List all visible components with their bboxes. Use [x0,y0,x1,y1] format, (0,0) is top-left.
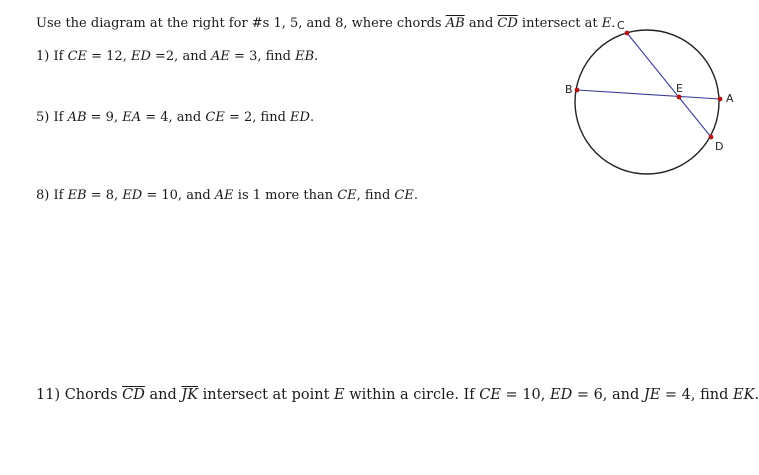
chord-ab [577,90,720,99]
chord-cd-label: $\overline{CD}$ [497,16,518,31]
problem-1: 1) If CE = 12, ED =2, and AE = 3, find EB. [36,49,319,64]
circle [575,30,719,174]
circle-chords-diagram [560,14,750,184]
point-e [677,95,682,100]
point-c [625,31,630,36]
chord-ab-label: $\overline{AB}$ [445,16,465,31]
chord-jk-label: $\overline{JK}$ [181,387,199,403]
label-d: D [715,140,724,153]
point-b [575,88,580,93]
chord-cd-label: $\overline{CD}$ [122,387,145,403]
problem-11: 11) Chords $\overline{CD}$ and $\overline{JK}$ intersect at point E within a circle. If CE = 10, ED = 6, and JE = 4, find EK. [36,387,759,403]
label-b: B [565,83,573,96]
problem-8: 8) If EB = 8, ED = 10, and AE is 1 more than CE, find CE. [36,188,418,203]
point-a [718,97,723,102]
label-c: C [617,19,625,32]
chord-cd [627,33,711,137]
label-a: A [726,92,734,105]
instructions: Use the diagram at the right for #s 1, 5, and 8, where chords $\overline{AB}$ and $\overline{CD}$ intersect at E. [36,16,616,31]
problem-5: 5) If AB = 9, EA = 4, and CE = 2, find ED. [36,110,315,125]
point-d [709,135,714,140]
label-e: E [676,82,683,95]
